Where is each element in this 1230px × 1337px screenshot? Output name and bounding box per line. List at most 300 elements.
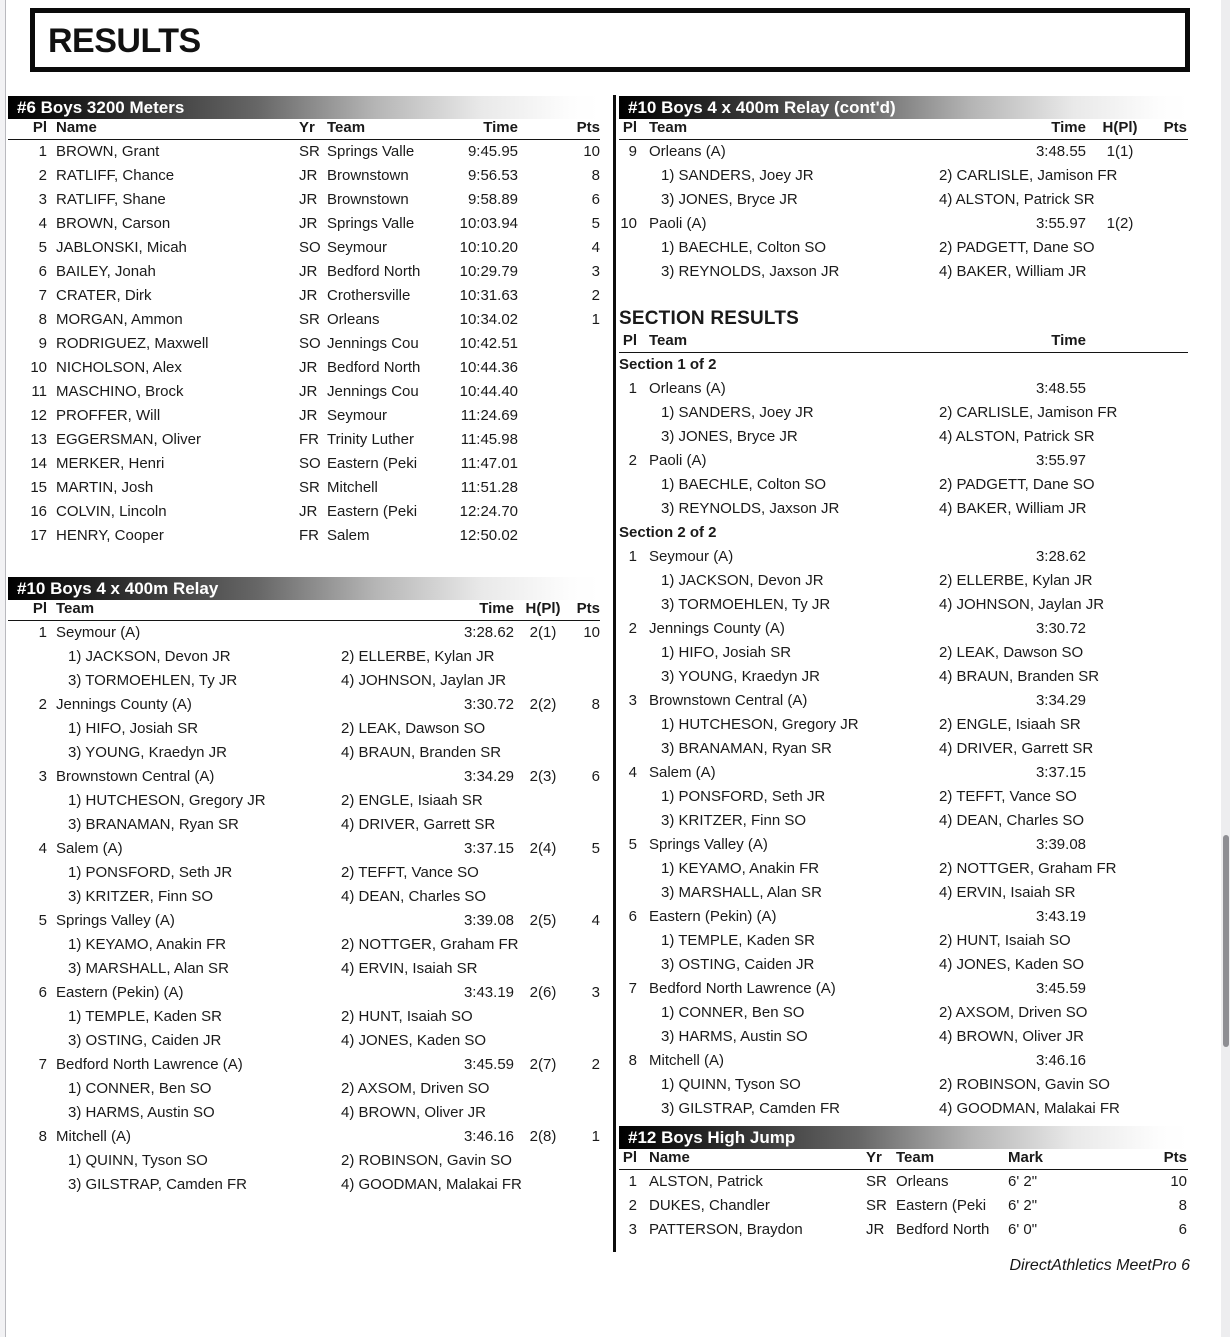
year-cell: JR (299, 407, 318, 424)
table-header-high-jump (619, 1149, 1188, 1170)
relay-leg: 1) QUINN, Tyson SO (68, 1152, 208, 1169)
results-rows-boys-3200 (8, 140, 600, 548)
event-header-relay-contd (619, 96, 1188, 119)
col-pl: Pl (622, 332, 637, 349)
col-time: Time (479, 600, 514, 617)
team-cell: Eastern (Pekin) (A) (649, 908, 777, 925)
place-cell: 3 (38, 768, 47, 785)
place-cell: 16 (30, 503, 47, 520)
relay-leg: 1) CONNER, Ben SO (68, 1080, 212, 1097)
section-results-rows (619, 353, 1188, 1121)
place-cell: 17 (30, 527, 47, 544)
relay-leg: 2) HUNT, Isaiah SO (939, 932, 1071, 949)
relay-leg-row (619, 641, 1188, 665)
col-pts: Pts (1163, 1149, 1187, 1166)
relay-leg-row (619, 713, 1188, 737)
time-cell: 3:39.08 (1035, 836, 1086, 853)
relay-entry (8, 621, 600, 693)
relay-leg: 1) SANDERS, Joey JR (661, 167, 814, 184)
points-cell: 2 (591, 1056, 600, 1073)
relay-leg: 1) CONNER, Ben SO (661, 1004, 805, 1021)
relay-leg: 1) JACKSON, Devon JR (661, 572, 824, 589)
relay-entry (8, 981, 600, 1053)
team-cell: Trinity Luther (327, 431, 414, 448)
athlete-name-cell: RATLIFF, Chance (56, 167, 175, 184)
relay-entry (619, 905, 1188, 977)
athlete-name-cell: CRATER, Dirk (56, 287, 152, 304)
result-row (619, 1194, 1188, 1218)
team-cell: Jennings County (A) (649, 620, 785, 637)
relay-leg-row (8, 1077, 600, 1101)
relay-leg-row (619, 473, 1188, 497)
relay-leg: 3) HARMS, Austin SO (68, 1104, 215, 1121)
place-cell: 6 (628, 908, 637, 925)
athlete-name-cell: PROFFER, Will (56, 407, 161, 424)
result-row (8, 236, 600, 260)
relay-leg: 4) ERVIN, Isaiah SR (341, 960, 478, 977)
relay-leg-row (619, 857, 1188, 881)
relay-entry (619, 833, 1188, 905)
year-cell: JR (299, 359, 318, 376)
relay-team-row (8, 1125, 600, 1149)
relay-leg-row (8, 1101, 600, 1125)
athlete-name-cell: DUKES, Chandler (649, 1197, 770, 1214)
relay-leg-row (619, 737, 1188, 761)
result-row (8, 212, 600, 236)
relay-leg-row (619, 881, 1188, 905)
time-cell: 10:03.94 (459, 215, 518, 232)
col-team: Team (896, 1149, 935, 1166)
year-cell: JR (299, 167, 318, 184)
relay-leg: 3) KRITZER, Finn SO (661, 812, 807, 829)
table-header-relay-contd (619, 119, 1188, 140)
time-cell: 11:24.69 (460, 407, 518, 424)
relay-entry (619, 1049, 1188, 1121)
points-cell: 6 (591, 191, 600, 208)
team-cell: Seymour (327, 239, 388, 256)
time-cell: 3:48.55 (1035, 143, 1086, 160)
result-row (8, 308, 600, 332)
right-column (619, 96, 1188, 1242)
time-cell: 3:37.15 (1035, 764, 1086, 781)
event-header-relay (8, 577, 600, 600)
result-row (8, 260, 600, 284)
relay-team-row (619, 761, 1188, 785)
points-cell: 10 (583, 143, 600, 160)
relay-leg: 2) LEAK, Dawson SO (341, 720, 486, 737)
points-cell: 8 (591, 167, 600, 184)
relay-leg-row (8, 669, 600, 693)
section-results-title: SECTION RESULTS (619, 308, 799, 329)
relay-leg-row (8, 933, 600, 957)
place-cell: 4 (628, 764, 637, 781)
team-cell: Bedford North (327, 263, 421, 280)
place-cell: 2 (38, 167, 47, 184)
relay-team-row (619, 977, 1188, 1001)
points-cell: 10 (583, 624, 600, 641)
team-cell: Bedford North Lawrence (A) (649, 980, 836, 997)
points-cell: 4 (591, 912, 600, 929)
athlete-name-cell: BAILEY, Jonah (56, 263, 156, 280)
result-row (619, 1218, 1188, 1242)
document-footer: DirectAthletics MeetPro 6 (1009, 1257, 1190, 1274)
event-title: #6 Boys 3200 Meters (17, 98, 185, 117)
relay-entry (8, 1053, 600, 1125)
mark-cell: 6' 2" (1008, 1197, 1038, 1214)
time-cell: 9:45.95 (467, 143, 518, 160)
points-cell: 3 (591, 984, 600, 1001)
relay-leg: 2) PADGETT, Dane SO (939, 476, 1095, 493)
relay-leg: 4) DRIVER, Garrett SR (341, 816, 496, 833)
year-cell: JR (299, 191, 318, 208)
time-cell: 3:39.08 (463, 912, 514, 929)
relay-leg-row (619, 593, 1188, 617)
table-header-relay (8, 600, 600, 621)
points-cell: 5 (591, 840, 600, 857)
time-cell: 3:30.72 (1035, 620, 1086, 637)
relay-leg: 2) NOTTGER, Graham FR (341, 936, 519, 953)
relay-entry (619, 545, 1188, 617)
relay-leg-row (619, 1097, 1188, 1121)
team-cell: Orleans (A) (649, 380, 726, 397)
year-cell: SR (866, 1173, 887, 1190)
results-rows-relay-contd (619, 140, 1188, 284)
time-cell: 3:45.59 (1035, 980, 1086, 997)
relay-entry (619, 689, 1188, 761)
relay-team-row (8, 765, 600, 789)
col-pts: Pts (1163, 119, 1187, 136)
relay-leg-row (619, 236, 1188, 260)
team-cell: Salem (A) (56, 840, 123, 857)
place-cell: 3 (628, 1221, 637, 1238)
place-cell: 10 (620, 215, 637, 232)
col-yr: Yr (866, 1149, 882, 1166)
relay-leg: 2) ROBINSON, Gavin SO (341, 1152, 512, 1169)
relay-leg: 4) BROWN, Oliver JR (939, 1028, 1085, 1045)
team-cell: Bedford North Lawrence (A) (56, 1056, 243, 1073)
col-pl: Pl (622, 119, 637, 136)
relay-leg-row (8, 717, 600, 741)
mark-cell: 6' 0" (1008, 1221, 1038, 1238)
event-title: #12 Boys High Jump (628, 1128, 796, 1147)
relay-leg: 4) BRAUN, Branden SR (341, 744, 502, 761)
event-header-high-jump (619, 1126, 1188, 1149)
section-label: Section 2 of 2 (619, 524, 717, 541)
place-cell: 4 (38, 840, 47, 857)
time-cell: 9:58.89 (467, 191, 518, 208)
team-cell: Orleans (327, 311, 380, 328)
year-cell: JR (299, 503, 318, 520)
time-cell: 3:55.97 (1035, 452, 1086, 469)
place-cell: 1 (38, 143, 47, 160)
page-title: RESULTS (48, 22, 201, 60)
team-cell: Seymour (A) (649, 548, 734, 565)
event-header-boys-3200 (8, 96, 600, 119)
relay-leg: 3) TORMOEHLEN, Ty JR (68, 672, 238, 689)
relay-leg: 1) TEMPLE, Kaden SR (661, 932, 815, 949)
relay-leg-row (8, 1149, 600, 1173)
result-row (8, 476, 600, 500)
relay-leg: 2) ROBINSON, Gavin SO (939, 1076, 1110, 1093)
team-cell: Salem (327, 527, 370, 544)
result-row (8, 140, 600, 164)
athlete-name-cell: RODRIGUEZ, Maxwell (56, 335, 209, 352)
athlete-name-cell: ALSTON, Patrick (649, 1173, 763, 1190)
relay-leg: 2) ENGLE, Isiaah SR (341, 792, 483, 809)
points-cell: 8 (591, 696, 600, 713)
time-cell: 3:55.97 (1035, 215, 1086, 232)
col-heat-place: H(Pl) (525, 600, 561, 617)
relay-leg-row (8, 861, 600, 885)
place-cell: 4 (38, 215, 47, 232)
relay-leg-row (8, 645, 600, 669)
relay-leg: 3) REYNOLDS, Jaxson JR (661, 500, 840, 517)
relay-team-row (619, 449, 1188, 473)
team-cell: Mitchell (A) (649, 1052, 725, 1069)
heat-place-cell: 2(5) (529, 912, 557, 929)
heat-place-cell: 1(2) (1106, 215, 1134, 232)
relay-leg: 4) ERVIN, Isaiah SR (939, 884, 1076, 901)
result-row (8, 404, 600, 428)
team-cell: Orleans (A) (649, 143, 726, 160)
team-cell: Mitchell (A) (56, 1128, 132, 1145)
relay-leg: 2) ENGLE, Isiaah SR (939, 716, 1081, 733)
col-pl: Pl (32, 600, 47, 617)
time-cell: 3:43.19 (1035, 908, 1086, 925)
time-cell: 10:44.40 (459, 383, 518, 400)
relay-leg: 2) TEFFT, Vance SO (939, 788, 1077, 805)
year-cell: JR (299, 287, 318, 304)
result-row (8, 284, 600, 308)
relay-leg-row (8, 789, 600, 813)
heat-place-cell: 2(8) (529, 1128, 557, 1145)
place-cell: 11 (31, 383, 47, 400)
col-pts: Pts (576, 119, 600, 136)
team-cell: Mitchell (327, 479, 378, 496)
place-cell: 3 (628, 692, 637, 709)
relay-leg: 4) DEAN, Charles SO (341, 888, 487, 905)
relay-team-row (8, 1053, 600, 1077)
scrollbar-track[interactable] (1221, 0, 1230, 1337)
col-pl: Pl (622, 1149, 637, 1166)
result-row (8, 452, 600, 476)
place-cell: 6 (38, 984, 47, 1001)
relay-leg: 1) BAECHLE, Colton SO (661, 476, 827, 493)
relay-team-row (619, 140, 1188, 164)
team-cell: Eastern (Peki (327, 503, 418, 520)
team-cell: Jennings Cou (327, 383, 419, 400)
col-team: Team (56, 600, 95, 617)
athlete-name-cell: COLVIN, Lincoln (56, 503, 167, 520)
relay-leg-row (619, 665, 1188, 689)
relay-leg: 1) HIFO, Josiah SR (661, 644, 792, 661)
year-cell: JR (299, 263, 318, 280)
col-pts: Pts (576, 600, 600, 617)
relay-entry (8, 909, 600, 981)
relay-leg-row (619, 497, 1188, 521)
relay-team-row (619, 617, 1188, 641)
heat-place-cell: 2(2) (529, 696, 557, 713)
athlete-name-cell: BROWN, Grant (56, 143, 160, 160)
col-team: Team (649, 119, 688, 136)
time-cell: 10:10.20 (459, 239, 518, 256)
relay-leg: 4) JOHNSON, Jaylan JR (341, 672, 507, 689)
relay-leg: 4) GOODMAN, Malakai FR (939, 1100, 1120, 1117)
relay-leg-row (619, 1025, 1188, 1049)
results-rows-high-jump (619, 1170, 1188, 1242)
points-cell: 10 (1170, 1173, 1187, 1190)
athlete-name-cell: PATTERSON, Braydon (649, 1221, 803, 1238)
year-cell: JR (299, 383, 318, 400)
relay-leg: 1) HIFO, Josiah SR (68, 720, 199, 737)
heat-place-cell: 2(7) (529, 1056, 557, 1073)
relay-leg-row (8, 1173, 600, 1197)
results-rows-relay (8, 621, 600, 1197)
relay-leg: 3) OSTING, Caiden JR (661, 956, 815, 973)
relay-leg: 3) HARMS, Austin SO (661, 1028, 808, 1045)
time-cell: 3:28.62 (1035, 548, 1086, 565)
athlete-name-cell: MASCHINO, Brock (56, 383, 184, 400)
year-cell: SO (299, 335, 321, 352)
col-team: Team (649, 332, 688, 349)
team-cell: Springs Valley (A) (56, 912, 175, 929)
relay-leg-row (619, 1001, 1188, 1025)
relay-leg-row (8, 885, 600, 909)
relay-leg-row (8, 1005, 600, 1029)
points-cell: 4 (591, 239, 600, 256)
relay-leg: 2) PADGETT, Dane SO (939, 239, 1095, 256)
scrollbar-thumb[interactable] (1223, 835, 1229, 1047)
points-cell: 1 (591, 311, 600, 328)
relay-entry (619, 140, 1188, 212)
place-cell: 9 (628, 143, 637, 160)
relay-leg: 2) HUNT, Isaiah SO (341, 1008, 473, 1025)
mark-cell: 6' 2" (1008, 1173, 1038, 1190)
result-row (8, 188, 600, 212)
year-cell: JR (299, 215, 318, 232)
col-pl: Pl (32, 119, 47, 136)
col-time: Time (1051, 332, 1086, 349)
result-row (8, 500, 600, 524)
relay-leg-row (619, 809, 1188, 833)
time-cell: 3:48.55 (1035, 380, 1086, 397)
relay-team-row (8, 693, 600, 717)
relay-leg-row (619, 425, 1188, 449)
relay-leg: 1) JACKSON, Devon JR (68, 648, 231, 665)
athlete-name-cell: BROWN, Carson (56, 215, 171, 232)
relay-leg-row (619, 164, 1188, 188)
relay-leg: 3) MARSHALL, Alan SR (661, 884, 822, 901)
team-cell: Eastern (Pekin) (A) (56, 984, 184, 1001)
time-cell: 11:47.01 (460, 455, 518, 472)
heat-place-cell: 2(3) (529, 768, 557, 785)
time-cell: 3:30.72 (463, 696, 514, 713)
col-name: Name (56, 119, 97, 136)
relay-team-row (8, 621, 600, 645)
time-cell: 12:24.70 (459, 503, 518, 520)
athlete-name-cell: NICHOLSON, Alex (56, 359, 182, 376)
team-cell: Jennings Cou (327, 335, 419, 352)
place-cell: 1 (38, 624, 47, 641)
relay-leg: 3) OSTING, Caiden JR (68, 1032, 222, 1049)
team-cell: Brownstown Central (A) (649, 692, 808, 709)
relay-leg: 4) BAKER, William JR (939, 500, 1087, 517)
relay-leg-row (619, 953, 1188, 977)
relay-leg-row (619, 785, 1188, 809)
time-cell: 12:50.02 (459, 527, 518, 544)
relay-leg-row (8, 1029, 600, 1053)
time-cell: 10:31.63 (459, 287, 518, 304)
relay-entry (619, 212, 1188, 284)
place-cell: 8 (38, 311, 47, 328)
relay-leg: 4) ALSTON, Patrick SR (939, 191, 1095, 208)
relay-leg-row (8, 813, 600, 837)
athlete-name-cell: MERKER, Henri (56, 455, 165, 472)
points-cell: 8 (1178, 1197, 1187, 1214)
team-cell: Paoli (A) (649, 452, 707, 469)
year-cell: SR (866, 1197, 887, 1214)
relay-leg: 4) ALSTON, Patrick SR (939, 428, 1095, 445)
relay-entry (619, 977, 1188, 1049)
points-cell: 6 (1178, 1221, 1187, 1238)
relay-leg-row (619, 929, 1188, 953)
place-cell: 8 (628, 1052, 637, 1069)
place-cell: 2 (628, 452, 637, 469)
relay-entry (619, 449, 1188, 521)
relay-leg: 1) BAECHLE, Colton SO (661, 239, 827, 256)
place-cell: 2 (38, 696, 47, 713)
time-cell: 11:45.98 (460, 431, 518, 448)
relay-leg: 2) NOTTGER, Graham FR (939, 860, 1117, 877)
time-cell: 3:46.16 (463, 1128, 514, 1145)
relay-team-row (8, 909, 600, 933)
place-cell: 5 (38, 912, 47, 929)
relay-leg: 2) ELLERBE, Kylan JR (939, 572, 1093, 589)
relay-leg-row (619, 260, 1188, 284)
place-cell: 6 (38, 263, 47, 280)
relay-team-row (619, 833, 1188, 857)
relay-leg: 3) GILSTRAP, Camden FR (68, 1176, 247, 1193)
athlete-name-cell: HENRY, Cooper (56, 527, 164, 544)
team-cell: Orleans (896, 1173, 949, 1190)
result-row (8, 332, 600, 356)
left-column (8, 96, 600, 1197)
col-name: Name (649, 1149, 690, 1166)
relay-team-row (619, 689, 1188, 713)
place-cell: 1 (628, 380, 637, 397)
heat-place-cell: 2(6) (529, 984, 557, 1001)
team-cell: Springs Valle (327, 215, 415, 232)
team-cell: Paoli (A) (649, 215, 707, 232)
relay-leg: 3) MARSHALL, Alan SR (68, 960, 229, 977)
team-cell: Brownstown (327, 191, 409, 208)
relay-leg-row (619, 569, 1188, 593)
year-cell: JR (866, 1221, 885, 1238)
relay-leg-row (619, 401, 1188, 425)
place-cell: 7 (38, 1056, 47, 1073)
relay-leg: 3) YOUNG, Kraedyn JR (661, 668, 820, 685)
team-cell: Springs Valle (327, 143, 415, 160)
team-cell: Brownstown (327, 167, 409, 184)
points-cell: 1 (591, 1128, 600, 1145)
relay-leg: 4) JONES, Kaden SO (939, 956, 1085, 973)
heat-place-cell: 2(4) (529, 840, 557, 857)
year-cell: FR (299, 431, 319, 448)
event-title: #10 Boys 4 x 400m Relay (cont'd) (628, 98, 896, 117)
athlete-name-cell: JABLONSKI, Micah (56, 239, 187, 256)
relay-leg: 2) AXSOM, Driven SO (341, 1080, 490, 1097)
relay-leg: 2) AXSOM, Driven SO (939, 1004, 1088, 1021)
